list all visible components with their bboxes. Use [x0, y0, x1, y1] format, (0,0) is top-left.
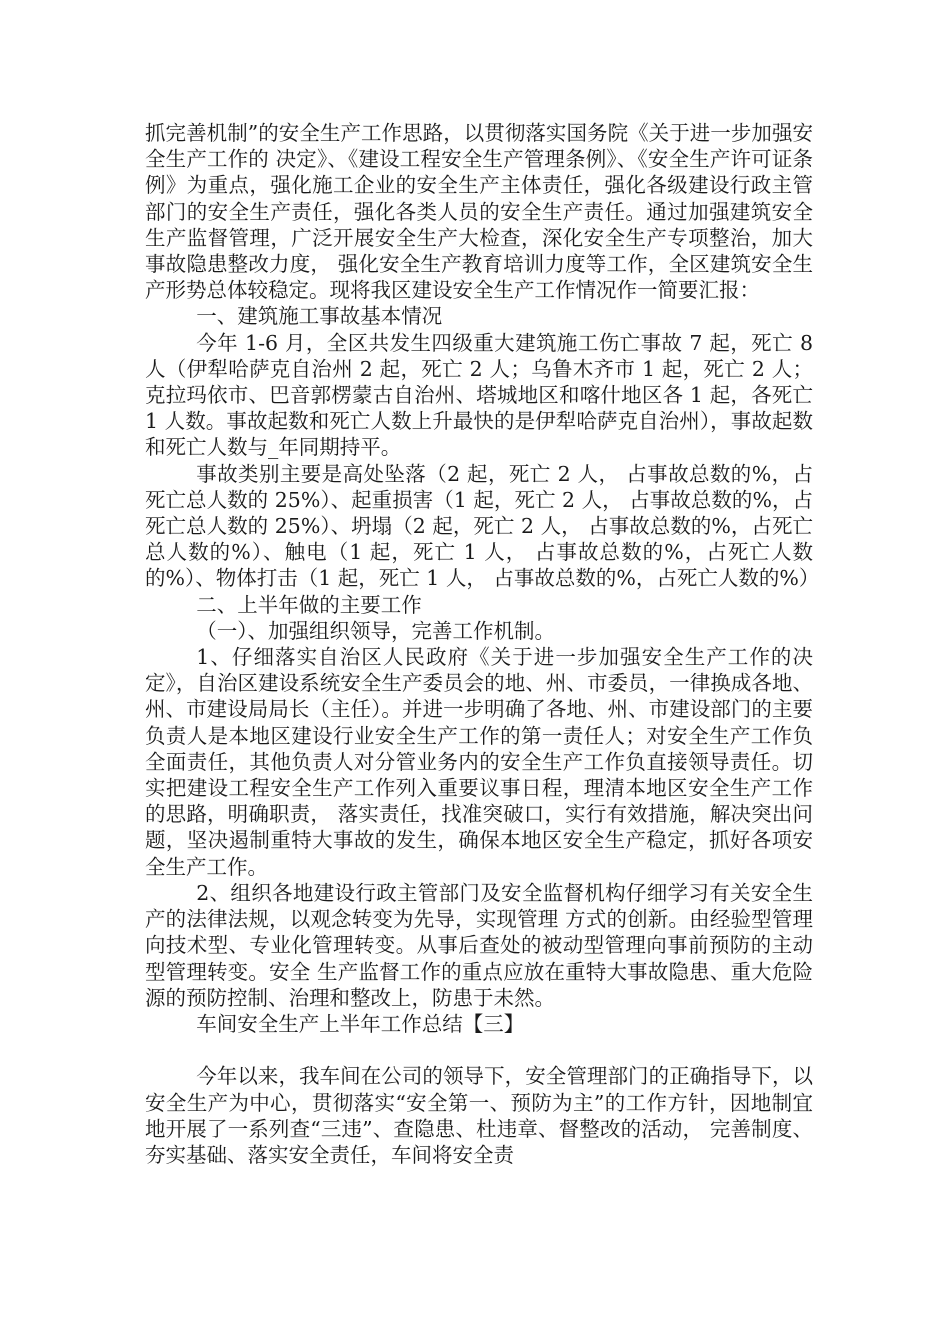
section-heading-2: 二、上半年做的主要工作: [196, 592, 422, 617]
paragraph-accidents: 今年 1-6 月，全区共发生四级重大建筑施工伤亡事故 7 起，死亡 8 人（伊犁哈萨克自治州 2 起，死亡 2 人；乌鲁木齐市 1 起，死亡 2 人；克拉玛依市、巴音郭楞蒙古自治州、塔城地区和喀什地区各 1 起，各死亡 1 人数。事故起数和死亡人数上升最快的是伊犁哈萨克自治州），事故起数和死亡人数与_年同期持平。: [145, 330, 813, 460]
section-heading-1: 一、建筑施工事故基本情况: [196, 304, 443, 329]
paragraph-item-2: 2、组织各地建设行政主管部门及安全监督机构仔细学习有关安全生产的法律法规，以观念转变为先导，实现管理 方式的创新。由经验型管理向技术型、专业化管理转变。从事后查处的被动型管理向事前预防的主动型管理转变。安全 生产监督工作的重点应放在重特大事故隐患、重大危险源的预防控制、治理和整改上，防患于未然。: [145, 880, 813, 1010]
paragraph-accident-types: 事故类别主要是高处坠落（2 起，死亡 2 人， 占事故总数的%，占死亡总人数的 25%）、起重损害（1 起，死亡 2 人， 占事故总数的%，占死亡总人数的 25%）、坍塌（2 起，死亡 2 人， 占事故总数的%，占死亡总人数的%）、触电（1 起，死亡 1 人， 占事故总数的%，占死亡人数的%）、物体打击（1 起，死亡 1 人， 占事故总数的%，占死亡人数的%）: [145, 461, 820, 591]
paragraph-intro: 抓完善机制”的安全生产工作思路，以贯彻落实国务院《关于进一步加强安全生产工作的 决定》、《建设工程安全生产管理条例》、《安全生产许可证条例》为重点，强化施工企业的安全生产主体责任，强化各级建设行政主管部门的安全生产责任，强化各类人员的安全生产责任。通过加强建筑安全生产监督管理，广泛开展安全生产大检查，深化安全生产专项整治，加大事故隐患整改力度， 强化安全生产教育培训力度等工作，全区建筑安全生产形势总体较稳定。现将我区建设安全生产工作情况作一简要汇报：: [145, 121, 813, 303]
section-title-three: 车间安全生产上半年工作总结【三】: [196, 1011, 525, 1036]
document-page: [145, 120, 820, 1168]
subsection-heading-1: （一）、加强组织领导，完善工作机制。: [196, 618, 555, 643]
paragraph-workshop: 今年以来，我车间在公司的领导下，安全管理部门的正确指导下，以安全生产为中心，贯彻落实“安全第一、预防为主”的工作方针，因地制宜地开展了一系列查“三违”、查隐患、杜违章、督整改的活动， 完善制度、夯实基础、落实安全责任，车间将安全责: [145, 1064, 813, 1167]
paragraph-item-1: 1、仔细落实自治区人民政府《关于进一步加强安全生产工作的决定》，自治区建设系统安全生产委员会的地、州、市委员，一律换成各地、州、市建设局局长（主任）。并进一步明确了各地、州、市建设部门的主要负责人是本地区建设行业安全生产工作的第一责任人；对安全生产工作负全面责任，其他负责人对分管业务内的安全生产工作负直接领导责任。切实把建设工程安全生产工作列入重要议事日程，理清本地区安全生产工作的思路，明确职责， 落实责任，找准突破口，实行有效措施，解决突出问题，坚决遏制重特大事故的发生，确保本地区安全生产稳定，抓好各项安全生产工作。: [145, 645, 813, 879]
